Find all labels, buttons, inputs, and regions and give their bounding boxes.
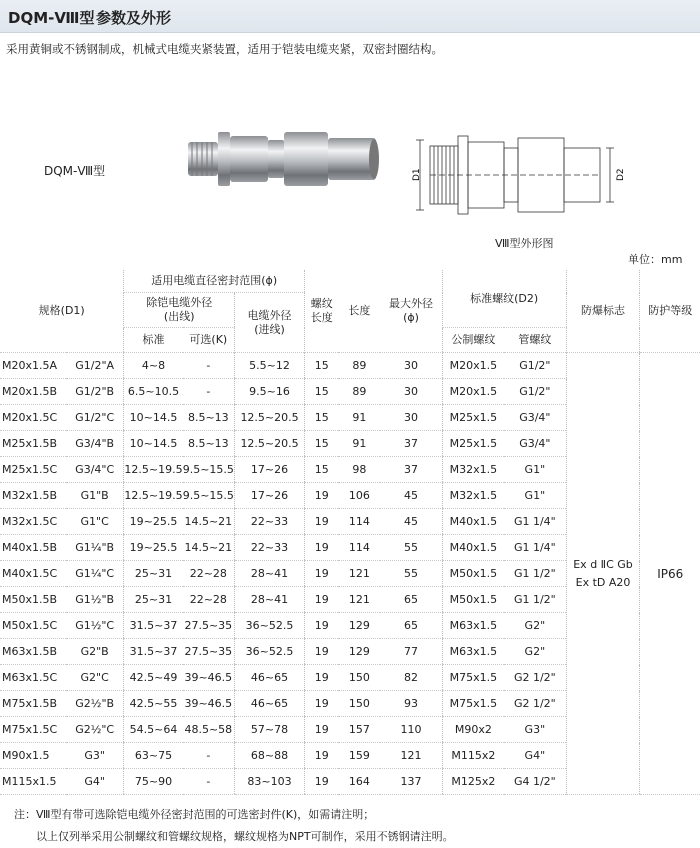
table-cell: M75x1.5 — [442, 691, 504, 717]
table-cell: M25x1.5 — [442, 405, 504, 431]
table-cell: G4 1/2" — [504, 769, 566, 795]
table-cell: M75x1.5B — [0, 691, 66, 717]
table-cell: 48.5~58 — [183, 717, 235, 743]
table-cell: G1 1/2" — [504, 587, 566, 613]
table-cell: 30 — [380, 379, 442, 405]
table-cell: G2"C — [66, 665, 124, 691]
header-cable-range: 适用电缆直径密封范围(ϕ) — [124, 270, 305, 293]
table-cell: 150 — [338, 691, 380, 717]
intro-text: 采用黄铜或不锈钢制成，机械式电缆夹紧装置，适用于铠装电缆夹紧，双密封圈结构。 — [6, 42, 443, 56]
table-cell: G1/2" — [504, 379, 566, 405]
table-cell: 25~31 — [124, 561, 183, 587]
table-cell: 159 — [338, 743, 380, 769]
table-cell: 42.5~55 — [124, 691, 183, 717]
table-cell: 19~25.5 — [124, 535, 183, 561]
table-cell: G3" — [504, 717, 566, 743]
table-cell: 93 — [380, 691, 442, 717]
table-cell: 14.5~21 — [183, 509, 235, 535]
table-cell: - — [183, 769, 235, 795]
table-cell: M25x1.5C — [0, 457, 66, 483]
table-cell: M50x1.5 — [442, 587, 504, 613]
table-cell: G2 1/2" — [504, 691, 566, 717]
table-cell: 19 — [305, 743, 339, 769]
table-cell: 30 — [380, 405, 442, 431]
table-cell: 19 — [305, 535, 339, 561]
title-bar — [0, 0, 700, 33]
note-1: 注：Ⅷ型有带可选除铠电缆外径密封范围的可选密封件(K)，如需请注明； — [14, 808, 375, 821]
table-cell: 17~26 — [235, 457, 305, 483]
header-length: 长度 — [338, 270, 380, 353]
d2-label: D2 — [616, 168, 626, 181]
product-photo — [184, 118, 384, 198]
table-cell: 19 — [305, 483, 339, 509]
header-armored: 除铠电缆外径 (出线) — [124, 293, 235, 328]
table-cell: M75x1.5 — [442, 665, 504, 691]
table-cell: 36~52.5 — [235, 639, 305, 665]
table-cell: G1½"C — [66, 613, 124, 639]
table-cell: 22~33 — [235, 509, 305, 535]
table-cell: 9.5~16 — [235, 379, 305, 405]
table-cell: M20x1.5 — [442, 353, 504, 379]
outline-drawing — [410, 128, 630, 228]
table-cell: M40x1.5 — [442, 535, 504, 561]
table-cell: 110 — [380, 717, 442, 743]
table-cell: 77 — [380, 639, 442, 665]
table-cell: 98 — [338, 457, 380, 483]
table-cell: 19 — [305, 665, 339, 691]
table-cell: 4~8 — [124, 353, 183, 379]
header-spec: 规格(D1) — [0, 270, 124, 353]
table-cell: G2½"C — [66, 717, 124, 743]
table-cell: M50x1.5B — [0, 587, 66, 613]
spec-table — [0, 270, 700, 795]
table-cell: 19 — [305, 509, 339, 535]
table-cell: M40x1.5B — [0, 535, 66, 561]
table-cell: M20x1.5 — [442, 379, 504, 405]
table-cell: M90x1.5 — [0, 743, 66, 769]
table-cell: M63x1.5 — [442, 639, 504, 665]
table-cell: G1 1/2" — [504, 561, 566, 587]
table-cell: 8.5~13 — [183, 431, 235, 457]
table-cell: M115x2 — [442, 743, 504, 769]
table-cell: 31.5~37 — [124, 639, 183, 665]
table-cell: G1/2"B — [66, 379, 124, 405]
table-cell: G3" — [66, 743, 124, 769]
header-outer: 电缆外径 (进线) — [235, 293, 305, 353]
table-cell: G1 1/4" — [504, 509, 566, 535]
table-cell: 19 — [305, 613, 339, 639]
table-cell: 91 — [338, 431, 380, 457]
table-cell: 164 — [338, 769, 380, 795]
table-cell: 19 — [305, 691, 339, 717]
table-cell: M90x2 — [442, 717, 504, 743]
table-cell: 8.5~13 — [183, 405, 235, 431]
table-cell: M32x1.5C — [0, 509, 66, 535]
table-cell: 27.5~35 — [183, 639, 235, 665]
table-cell: M40x1.5 — [442, 509, 504, 535]
table-cell: 25~31 — [124, 587, 183, 613]
table-cell: 22~28 — [183, 587, 235, 613]
table-cell: 12.5~20.5 — [235, 431, 305, 457]
table-cell: 68~88 — [235, 743, 305, 769]
table-cell: G3/4" — [504, 405, 566, 431]
table-cell: 75~90 — [124, 769, 183, 795]
table-cell: 55 — [380, 535, 442, 561]
table-cell: 17~26 — [235, 483, 305, 509]
note-2: 以上仅列举采用公制螺纹和管螺纹规格，螺纹规格为NPT可制作，采用不锈钢请注明。 — [36, 830, 454, 843]
table-cell: 150 — [338, 665, 380, 691]
header-thread-length: 螺纹 长度 — [305, 270, 339, 353]
table-cell: 114 — [338, 535, 380, 561]
table-cell: 31.5~37 — [124, 613, 183, 639]
table-cell: 10~14.5 — [124, 405, 183, 431]
table-cell: G1" — [504, 483, 566, 509]
table-cell: M25x1.5 — [442, 431, 504, 457]
table-cell: 19 — [305, 587, 339, 613]
table-cell: 9.5~15.5 — [183, 457, 235, 483]
table-cell: 22~33 — [235, 535, 305, 561]
table-cell: 114 — [338, 509, 380, 535]
table-cell: 12.5~20.5 — [235, 405, 305, 431]
table-cell: 137 — [380, 769, 442, 795]
table-cell: M20x1.5C — [0, 405, 66, 431]
header-pipe: 管螺纹 — [504, 328, 566, 353]
table-cell: 157 — [338, 717, 380, 743]
table-cell: G1 1/4" — [504, 535, 566, 561]
table-cell: G1/2" — [504, 353, 566, 379]
table-cell: M63x1.5C — [0, 665, 66, 691]
table-cell: 37 — [380, 457, 442, 483]
table-cell: 37 — [380, 431, 442, 457]
table-cell: 9.5~15.5 — [183, 483, 235, 509]
table-cell: 65 — [380, 613, 442, 639]
table-cell: G3/4"B — [66, 431, 124, 457]
table-cell: 19 — [305, 639, 339, 665]
table-cell: - — [183, 379, 235, 405]
table-cell: 89 — [338, 379, 380, 405]
table-cell: M25x1.5B — [0, 431, 66, 457]
table-cell: G2" — [504, 613, 566, 639]
table-cell: 54.5~64 — [124, 717, 183, 743]
table-cell: 91 — [338, 405, 380, 431]
table-cell: 12.5~19.5 — [124, 457, 183, 483]
table-cell: 36~52.5 — [235, 613, 305, 639]
table-cell: G2"B — [66, 639, 124, 665]
drawing-caption: Ⅷ型外形图 — [495, 237, 554, 250]
table-cell: 57~78 — [235, 717, 305, 743]
table-cell: G2 1/2" — [504, 665, 566, 691]
table-cell: G1½"B — [66, 587, 124, 613]
section-title: 参数及外形 — [96, 9, 172, 27]
table-cell: 6.5~10.5 — [124, 379, 183, 405]
header-metric: 公制螺纹 — [442, 328, 504, 353]
table-cell: G1/2"A — [66, 353, 124, 379]
table-cell: M40x1.5C — [0, 561, 66, 587]
table-cell: 19 — [305, 769, 339, 795]
table-cell: M63x1.5 — [442, 613, 504, 639]
table-cell: 5.5~12 — [235, 353, 305, 379]
table-cell: G1/2"C — [66, 405, 124, 431]
table-cell: 15 — [305, 405, 339, 431]
table-cell: G1¼"B — [66, 535, 124, 561]
ex-mark-cell: Ex d ⅡC Gb Ex tD A20 — [566, 353, 640, 795]
table-cell: M32x1.5B — [0, 483, 66, 509]
table-cell: M63x1.5B — [0, 639, 66, 665]
table-cell: 22~28 — [183, 561, 235, 587]
table-cell: 55 — [380, 561, 442, 587]
table-cell: 65 — [380, 587, 442, 613]
table-cell: - — [183, 353, 235, 379]
table-cell: 19 — [305, 561, 339, 587]
table-cell: 46~65 — [235, 691, 305, 717]
table-cell: 89 — [338, 353, 380, 379]
table-cell: 15 — [305, 457, 339, 483]
table-cell: 83~103 — [235, 769, 305, 795]
table-cell: M50x1.5C — [0, 613, 66, 639]
table-cell: M20x1.5A — [0, 353, 66, 379]
table-cell: M32x1.5 — [442, 457, 504, 483]
table-cell: G2½"B — [66, 691, 124, 717]
table-cell: G1"C — [66, 509, 124, 535]
table-cell: 121 — [338, 587, 380, 613]
table-cell: G1¼"C — [66, 561, 124, 587]
table-cell: 15 — [305, 431, 339, 457]
header-max-od: 最大外径 (ϕ) — [380, 270, 442, 353]
table-cell: G1" — [504, 457, 566, 483]
table-cell: 19~25.5 — [124, 509, 183, 535]
table-cell: 19 — [305, 717, 339, 743]
model-title: DQM-Ⅷ型 — [8, 9, 95, 27]
table-cell: 39~46.5 — [183, 691, 235, 717]
table-cell: 30 — [380, 353, 442, 379]
table-cell: 28~41 — [235, 587, 305, 613]
table-cell: M20x1.5B — [0, 379, 66, 405]
unit-label: 单位：mm — [628, 253, 683, 266]
table-cell: M125x2 — [442, 769, 504, 795]
table-cell: M115x1.5 — [0, 769, 66, 795]
table-cell: - — [183, 743, 235, 769]
table-cell: 46~65 — [235, 665, 305, 691]
table-cell: 15 — [305, 379, 339, 405]
header-standard: 标准 — [124, 328, 183, 353]
table-cell: 106 — [338, 483, 380, 509]
notes — [14, 804, 454, 848]
table-cell: 121 — [338, 561, 380, 587]
table-cell: G3/4" — [504, 431, 566, 457]
ip-rating-cell: IP66 — [640, 353, 700, 795]
table-cell: G4" — [504, 743, 566, 769]
header-optional: 可选(K) — [183, 328, 235, 353]
table-cell: 82 — [380, 665, 442, 691]
table-cell: M50x1.5 — [442, 561, 504, 587]
table-row — [0, 353, 700, 379]
table-cell: G2" — [504, 639, 566, 665]
d1-label: D1 — [412, 168, 422, 181]
table-cell: 39~46.5 — [183, 665, 235, 691]
table-cell: 129 — [338, 613, 380, 639]
header-ex-mark: 防爆标志 — [566, 270, 640, 353]
table-cell: 15 — [305, 353, 339, 379]
table-cell: 12.5~19.5 — [124, 483, 183, 509]
table-cell: 28~41 — [235, 561, 305, 587]
table-cell: M32x1.5 — [442, 483, 504, 509]
product-label: DQM-Ⅷ型 — [44, 164, 106, 178]
table-cell: 121 — [380, 743, 442, 769]
table-cell: 27.5~35 — [183, 613, 235, 639]
table-cell: 45 — [380, 509, 442, 535]
table-cell: 42.5~49 — [124, 665, 183, 691]
table-cell: 63~75 — [124, 743, 183, 769]
table-cell: G3/4"C — [66, 457, 124, 483]
table-cell: G1"B — [66, 483, 124, 509]
table-cell: 129 — [338, 639, 380, 665]
table-cell: 10~14.5 — [124, 431, 183, 457]
table-cell: 45 — [380, 483, 442, 509]
table-cell: M75x1.5C — [0, 717, 66, 743]
header-std-thread: 标准螺纹(D2) — [442, 270, 566, 328]
table-cell: 14.5~21 — [183, 535, 235, 561]
table-cell: G4" — [66, 769, 124, 795]
header-ip-rating: 防护等级 — [640, 270, 700, 353]
